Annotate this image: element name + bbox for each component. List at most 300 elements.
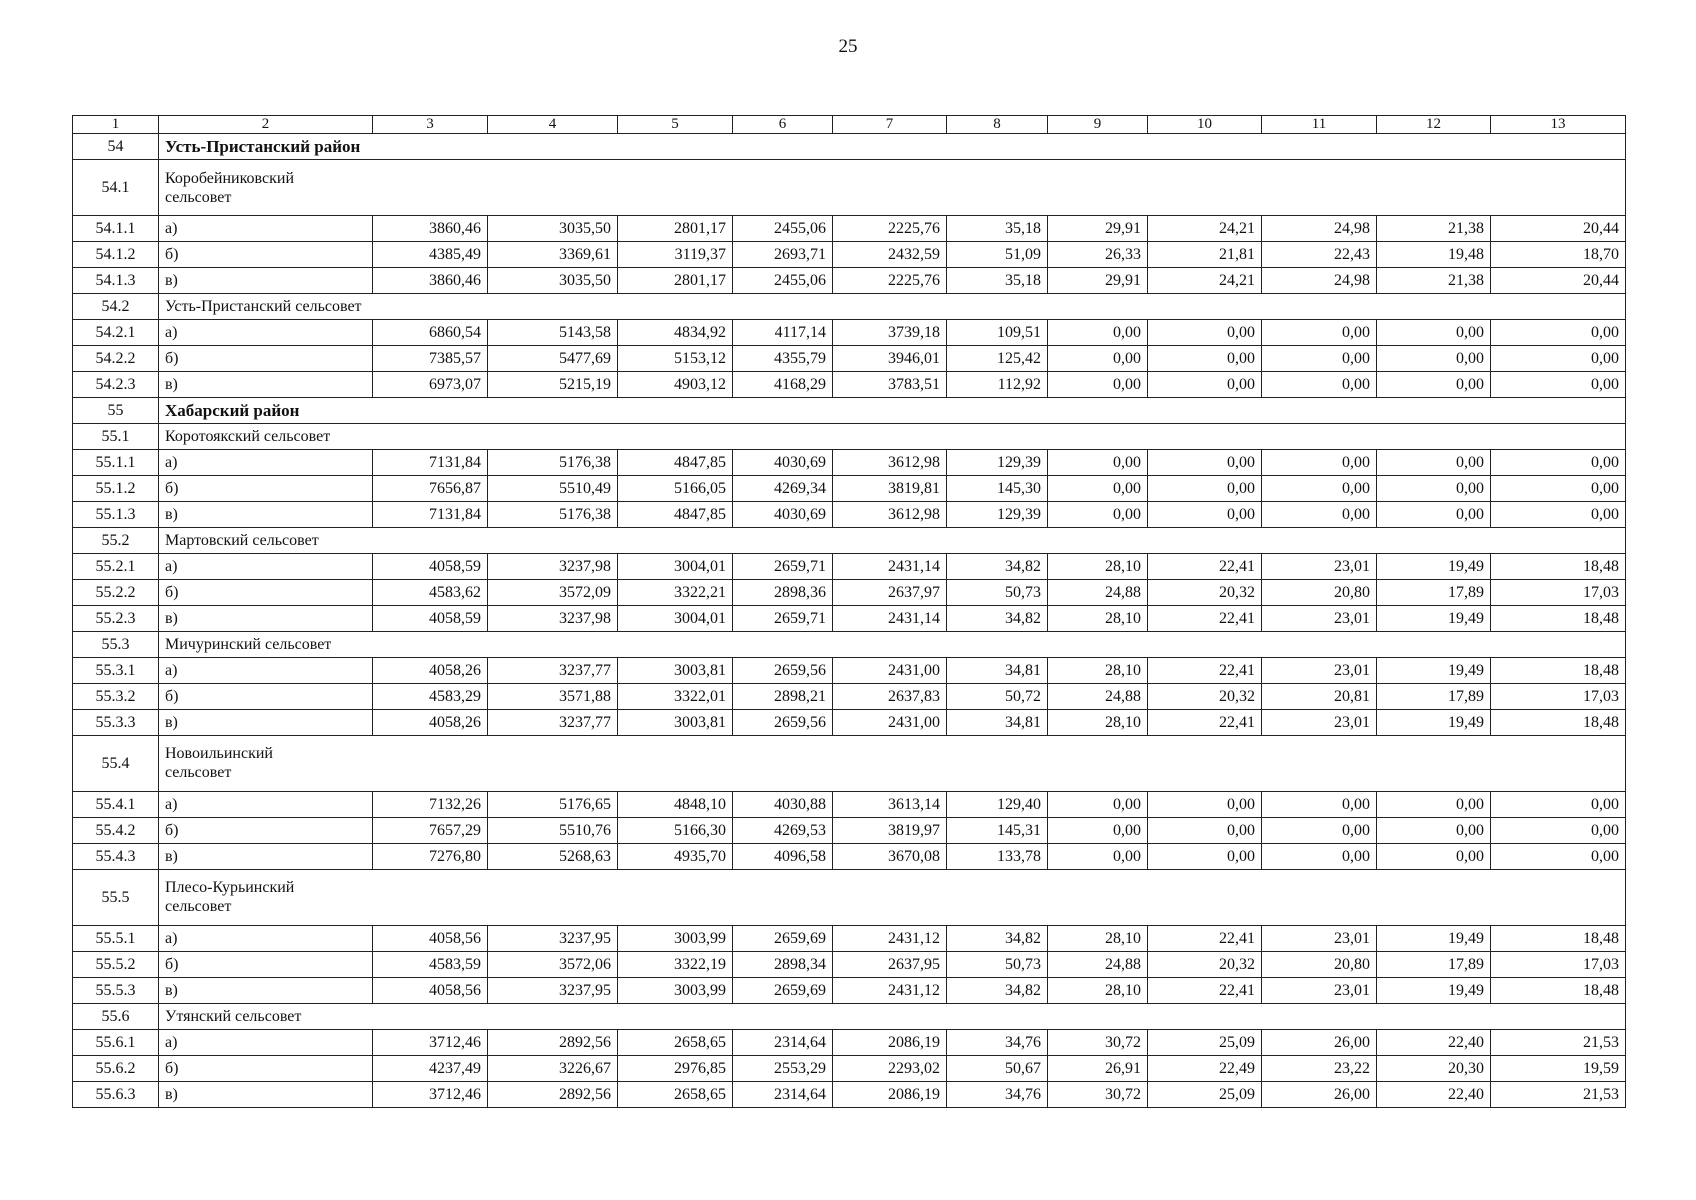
value-cell: 112,92 [947, 372, 1048, 398]
value-cell: 51,09 [947, 242, 1048, 268]
settlement-name-text: Новоильинский сельсовет [165, 745, 273, 782]
value-cell: 4903,12 [618, 372, 733, 398]
row-code: 55.3.2 [73, 683, 159, 709]
district-row [73, 398, 1626, 424]
table-row [73, 216, 1626, 242]
value-cell: 4355,79 [733, 346, 833, 372]
value-cell: 22,49 [1148, 1055, 1262, 1081]
value-cell: 3004,01 [618, 605, 733, 631]
variant-letter: а) [159, 449, 373, 475]
table-row [73, 553, 1626, 579]
value-cell: 6860,54 [373, 320, 488, 346]
value-cell: 129,40 [947, 791, 1048, 817]
value-cell: 18,48 [1491, 709, 1626, 735]
table-row [73, 346, 1626, 372]
value-cell: 3322,19 [618, 952, 733, 978]
variant-letter: б) [159, 346, 373, 372]
value-cell: 26,00 [1262, 1029, 1377, 1055]
value-cell: 0,00 [1377, 320, 1491, 346]
value-cell: 4583,62 [373, 579, 488, 605]
value-cell: 125,42 [947, 346, 1048, 372]
value-cell: 20,32 [1148, 952, 1262, 978]
value-cell: 0,00 [1377, 372, 1491, 398]
tariff-table [72, 115, 1626, 1108]
value-cell: 28,10 [1048, 709, 1148, 735]
value-cell: 2431,12 [833, 977, 947, 1003]
row-code: 55.2.1 [73, 553, 159, 579]
value-cell: 7276,80 [373, 843, 488, 869]
variant-letter: а) [159, 216, 373, 242]
value-cell: 2659,69 [733, 977, 833, 1003]
row-code: 54.1.3 [73, 268, 159, 294]
value-cell: 4583,29 [373, 683, 488, 709]
value-cell: 19,49 [1377, 553, 1491, 579]
value-cell: 0,00 [1262, 791, 1377, 817]
value-cell: 4058,59 [373, 605, 488, 631]
value-cell: 0,00 [1048, 475, 1148, 501]
settlement-name-text: Коробейниковский сельсовет [165, 169, 295, 206]
value-cell: 3035,50 [488, 268, 618, 294]
value-cell: 3237,98 [488, 605, 618, 631]
table-row [73, 683, 1626, 709]
value-cell: 28,10 [1048, 977, 1148, 1003]
value-cell: 2086,19 [833, 1029, 947, 1055]
variant-letter: в) [159, 843, 373, 869]
value-cell: 4030,69 [733, 501, 833, 527]
value-cell: 2432,59 [833, 242, 947, 268]
value-cell: 2553,29 [733, 1055, 833, 1081]
column-header-5: 5 [618, 116, 733, 134]
column-header-7: 7 [833, 116, 947, 134]
value-cell: 34,76 [947, 1081, 1048, 1107]
table-row [73, 977, 1626, 1003]
value-cell: 0,00 [1262, 843, 1377, 869]
variant-letter: в) [159, 977, 373, 1003]
value-cell: 2693,71 [733, 242, 833, 268]
variant-letter: б) [159, 683, 373, 709]
value-cell: 3322,01 [618, 683, 733, 709]
table-row [73, 449, 1626, 475]
value-cell: 34,81 [947, 709, 1048, 735]
column-header-4: 4 [488, 116, 618, 134]
value-cell: 0,00 [1491, 449, 1626, 475]
value-cell: 3572,06 [488, 952, 618, 978]
value-cell: 21,81 [1148, 242, 1262, 268]
row-code: 54 [73, 134, 159, 160]
row-code: 55.6 [73, 1003, 159, 1029]
settlement-name: Утянский сельсовет [159, 1003, 1626, 1029]
value-cell: 19,49 [1377, 605, 1491, 631]
value-cell: 22,41 [1148, 553, 1262, 579]
value-cell: 6973,07 [373, 372, 488, 398]
value-cell: 2659,56 [733, 709, 833, 735]
value-cell: 22,40 [1377, 1081, 1491, 1107]
settlement-row [73, 527, 1626, 553]
row-code: 55.3 [73, 631, 159, 657]
value-cell: 19,59 [1491, 1055, 1626, 1081]
variant-letter: а) [159, 553, 373, 579]
value-cell: 26,33 [1048, 242, 1148, 268]
table-row [73, 709, 1626, 735]
value-cell: 0,00 [1262, 817, 1377, 843]
value-cell: 129,39 [947, 501, 1048, 527]
value-cell: 18,48 [1491, 926, 1626, 952]
value-cell: 19,49 [1377, 709, 1491, 735]
value-cell: 21,53 [1491, 1029, 1626, 1055]
value-cell: 0,00 [1491, 501, 1626, 527]
value-cell: 26,00 [1262, 1081, 1377, 1107]
value-cell: 4096,58 [733, 843, 833, 869]
value-cell: 0,00 [1048, 817, 1148, 843]
value-cell: 23,01 [1262, 977, 1377, 1003]
settlement-name [159, 735, 1626, 791]
variant-letter: а) [159, 926, 373, 952]
table-row [73, 1081, 1626, 1107]
value-cell: 21,38 [1377, 216, 1491, 242]
value-cell: 0,00 [1491, 346, 1626, 372]
value-cell: 3739,18 [833, 320, 947, 346]
value-cell: 0,00 [1048, 791, 1148, 817]
value-cell: 5215,19 [488, 372, 618, 398]
value-cell: 0,00 [1048, 501, 1148, 527]
settlement-name [159, 159, 1626, 215]
value-cell: 2455,06 [733, 216, 833, 242]
settlement-name: Мартовский сельсовет [159, 527, 1626, 553]
value-cell: 2659,71 [733, 605, 833, 631]
value-cell: 0,00 [1491, 372, 1626, 398]
value-cell: 4030,69 [733, 449, 833, 475]
value-cell: 3819,81 [833, 475, 947, 501]
value-cell: 23,22 [1262, 1055, 1377, 1081]
value-cell: 30,72 [1048, 1029, 1148, 1055]
row-code: 54.2.2 [73, 346, 159, 372]
variant-letter: б) [159, 952, 373, 978]
variant-letter: а) [159, 657, 373, 683]
variant-letter: в) [159, 1081, 373, 1107]
value-cell: 5268,63 [488, 843, 618, 869]
value-cell: 4058,56 [373, 977, 488, 1003]
variant-letter: в) [159, 372, 373, 398]
table-row [73, 242, 1626, 268]
value-cell: 35,18 [947, 216, 1048, 242]
value-cell: 23,01 [1262, 553, 1377, 579]
value-cell: 23,01 [1262, 709, 1377, 735]
value-cell: 18,48 [1491, 977, 1626, 1003]
row-code: 55.5.3 [73, 977, 159, 1003]
value-cell: 0,00 [1377, 346, 1491, 372]
table-row [73, 926, 1626, 952]
value-cell: 3860,46 [373, 268, 488, 294]
value-cell: 5166,30 [618, 817, 733, 843]
value-cell: 4848,10 [618, 791, 733, 817]
value-cell: 0,00 [1262, 346, 1377, 372]
table-row [73, 475, 1626, 501]
value-cell: 50,72 [947, 683, 1048, 709]
value-cell: 0,00 [1148, 817, 1262, 843]
value-cell: 34,82 [947, 977, 1048, 1003]
row-code: 55.2.3 [73, 605, 159, 631]
value-cell: 2898,34 [733, 952, 833, 978]
row-code: 55.4.3 [73, 843, 159, 869]
value-cell: 17,89 [1377, 952, 1491, 978]
value-cell: 3860,46 [373, 216, 488, 242]
value-cell: 24,88 [1048, 683, 1148, 709]
value-cell: 3237,98 [488, 553, 618, 579]
row-code: 55.3.1 [73, 657, 159, 683]
table-row [73, 605, 1626, 631]
district-row [73, 134, 1626, 160]
value-cell: 19,48 [1377, 242, 1491, 268]
value-cell: 4117,14 [733, 320, 833, 346]
settlement-row [73, 294, 1626, 320]
variant-letter: б) [159, 475, 373, 501]
value-cell: 2086,19 [833, 1081, 947, 1107]
row-code: 55.1.3 [73, 501, 159, 527]
value-cell: 2658,65 [618, 1029, 733, 1055]
value-cell: 3237,95 [488, 977, 618, 1003]
value-cell: 17,89 [1377, 683, 1491, 709]
value-cell: 0,00 [1148, 843, 1262, 869]
value-cell: 2225,76 [833, 216, 947, 242]
value-cell: 3003,81 [618, 657, 733, 683]
value-cell: 50,73 [947, 579, 1048, 605]
row-code: 55.1 [73, 423, 159, 449]
value-cell: 0,00 [1491, 475, 1626, 501]
value-cell: 109,51 [947, 320, 1048, 346]
value-cell: 0,00 [1491, 817, 1626, 843]
table-row [73, 1029, 1626, 1055]
value-cell: 2314,64 [733, 1081, 833, 1107]
value-cell: 0,00 [1048, 320, 1148, 346]
table-row [73, 843, 1626, 869]
value-cell: 3004,01 [618, 553, 733, 579]
column-header-2: 2 [159, 116, 373, 134]
value-cell: 5510,49 [488, 475, 618, 501]
value-cell: 3003,99 [618, 977, 733, 1003]
variant-letter: а) [159, 1029, 373, 1055]
value-cell: 24,21 [1148, 216, 1262, 242]
value-cell: 20,80 [1262, 579, 1377, 605]
value-cell: 0,00 [1262, 501, 1377, 527]
value-cell: 20,32 [1148, 683, 1262, 709]
variant-letter: а) [159, 791, 373, 817]
value-cell: 20,81 [1262, 683, 1377, 709]
value-cell: 0,00 [1491, 320, 1626, 346]
row-code: 55.6.2 [73, 1055, 159, 1081]
value-cell: 3226,67 [488, 1055, 618, 1081]
value-cell: 133,78 [947, 843, 1048, 869]
value-cell: 26,91 [1048, 1055, 1148, 1081]
table-row [73, 501, 1626, 527]
row-code: 55.6.1 [73, 1029, 159, 1055]
row-code: 55.5.2 [73, 952, 159, 978]
value-cell: 2659,56 [733, 657, 833, 683]
value-cell: 17,03 [1491, 952, 1626, 978]
value-cell: 2892,56 [488, 1029, 618, 1055]
value-cell: 4935,70 [618, 843, 733, 869]
value-cell: 2637,83 [833, 683, 947, 709]
settlement-row [73, 159, 1626, 215]
row-code: 55.4.1 [73, 791, 159, 817]
value-cell: 50,73 [947, 952, 1048, 978]
value-cell: 7657,29 [373, 817, 488, 843]
value-cell: 129,39 [947, 449, 1048, 475]
value-cell: 7132,26 [373, 791, 488, 817]
table-row [73, 952, 1626, 978]
value-cell: 4583,59 [373, 952, 488, 978]
value-cell: 5510,76 [488, 817, 618, 843]
column-header-13: 13 [1491, 116, 1626, 134]
value-cell: 22,41 [1148, 605, 1262, 631]
value-cell: 5143,58 [488, 320, 618, 346]
value-cell: 2898,36 [733, 579, 833, 605]
settlement-name-text: Плесо-Курьинский сельсовет [165, 879, 295, 916]
value-cell: 0,00 [1048, 449, 1148, 475]
value-cell: 28,10 [1048, 657, 1148, 683]
column-header-11: 11 [1262, 116, 1377, 134]
value-cell: 29,91 [1048, 216, 1148, 242]
value-cell: 0,00 [1491, 791, 1626, 817]
value-cell: 0,00 [1491, 843, 1626, 869]
row-code: 55.4 [73, 735, 159, 791]
value-cell: 24,98 [1262, 216, 1377, 242]
value-cell: 4385,49 [373, 242, 488, 268]
value-cell: 0,00 [1148, 791, 1262, 817]
value-cell: 3612,98 [833, 449, 947, 475]
value-cell: 3119,37 [618, 242, 733, 268]
table-row [73, 320, 1626, 346]
value-cell: 18,48 [1491, 553, 1626, 579]
value-cell: 4058,26 [373, 657, 488, 683]
value-cell: 4269,34 [733, 475, 833, 501]
value-cell: 23,01 [1262, 657, 1377, 683]
value-cell: 2431,12 [833, 926, 947, 952]
value-cell: 25,09 [1148, 1029, 1262, 1055]
settlement-row [73, 735, 1626, 791]
header-row [73, 116, 1626, 134]
value-cell: 4269,53 [733, 817, 833, 843]
value-cell: 22,43 [1262, 242, 1377, 268]
settlement-row [73, 1003, 1626, 1029]
value-cell: 34,76 [947, 1029, 1048, 1055]
value-cell: 0,00 [1377, 817, 1491, 843]
value-cell: 23,01 [1262, 605, 1377, 631]
value-cell: 34,82 [947, 926, 1048, 952]
row-code: 54.1 [73, 159, 159, 215]
row-code: 55.1.2 [73, 475, 159, 501]
value-cell: 20,44 [1491, 216, 1626, 242]
value-cell: 30,72 [1048, 1081, 1148, 1107]
variant-letter: в) [159, 709, 373, 735]
row-code: 55.1.1 [73, 449, 159, 475]
table-row [73, 791, 1626, 817]
value-cell: 0,00 [1262, 449, 1377, 475]
value-cell: 2659,69 [733, 926, 833, 952]
settlement-name: Мичуринский сельсовет [159, 631, 1626, 657]
value-cell: 25,09 [1148, 1081, 1262, 1107]
value-cell: 17,03 [1491, 683, 1626, 709]
value-cell: 3572,09 [488, 579, 618, 605]
value-cell: 0,00 [1148, 475, 1262, 501]
value-cell: 7385,57 [373, 346, 488, 372]
value-cell: 50,67 [947, 1055, 1048, 1081]
value-cell: 3613,14 [833, 791, 947, 817]
value-cell: 4030,88 [733, 791, 833, 817]
settlement-name: Усть-Пристанский сельсовет [159, 294, 1626, 320]
value-cell: 19,49 [1377, 657, 1491, 683]
column-header-8: 8 [947, 116, 1048, 134]
value-cell: 4847,85 [618, 501, 733, 527]
value-cell: 3783,51 [833, 372, 947, 398]
value-cell: 2801,17 [618, 216, 733, 242]
row-code: 54.1.2 [73, 242, 159, 268]
value-cell: 2431,00 [833, 657, 947, 683]
row-code: 54.2 [73, 294, 159, 320]
value-cell: 0,00 [1377, 501, 1491, 527]
settlement-row [73, 869, 1626, 925]
value-cell: 5166,05 [618, 475, 733, 501]
variant-letter: б) [159, 242, 373, 268]
value-cell: 5176,65 [488, 791, 618, 817]
value-cell: 22,41 [1148, 926, 1262, 952]
value-cell: 34,82 [947, 553, 1048, 579]
page-number: 25 [838, 36, 858, 57]
value-cell: 20,80 [1262, 952, 1377, 978]
value-cell: 4058,59 [373, 553, 488, 579]
settlement-row [73, 423, 1626, 449]
value-cell: 0,00 [1377, 475, 1491, 501]
value-cell: 28,10 [1048, 926, 1148, 952]
value-cell: 2976,85 [618, 1055, 733, 1081]
table-row [73, 817, 1626, 843]
value-cell: 19,49 [1377, 926, 1491, 952]
value-cell: 3712,46 [373, 1081, 488, 1107]
value-cell: 23,01 [1262, 926, 1377, 952]
value-cell: 2431,14 [833, 553, 947, 579]
value-cell: 2637,97 [833, 579, 947, 605]
row-code: 55.4.2 [73, 817, 159, 843]
value-cell: 4237,49 [373, 1055, 488, 1081]
value-cell: 2314,64 [733, 1029, 833, 1055]
value-cell: 0,00 [1377, 449, 1491, 475]
settlement-name [159, 869, 1626, 925]
value-cell: 2431,14 [833, 605, 947, 631]
value-cell: 4834,92 [618, 320, 733, 346]
variant-letter: в) [159, 605, 373, 631]
value-cell: 3946,01 [833, 346, 947, 372]
value-cell: 5176,38 [488, 501, 618, 527]
value-cell: 22,41 [1148, 977, 1262, 1003]
value-cell: 18,48 [1491, 605, 1626, 631]
value-cell: 3670,08 [833, 843, 947, 869]
value-cell: 7131,84 [373, 449, 488, 475]
column-header-12: 12 [1377, 116, 1491, 134]
value-cell: 7656,87 [373, 475, 488, 501]
table-row [73, 1055, 1626, 1081]
value-cell: 2455,06 [733, 268, 833, 294]
value-cell: 0,00 [1148, 320, 1262, 346]
row-code: 55.5.1 [73, 926, 159, 952]
value-cell: 20,44 [1491, 268, 1626, 294]
value-cell: 20,32 [1148, 579, 1262, 605]
value-cell: 0,00 [1148, 372, 1262, 398]
value-cell: 34,82 [947, 605, 1048, 631]
district-name: Усть-Пристанский район [159, 134, 1626, 160]
variant-letter: б) [159, 817, 373, 843]
column-header-10: 10 [1148, 116, 1262, 134]
value-cell: 3237,77 [488, 657, 618, 683]
value-cell: 2892,56 [488, 1081, 618, 1107]
